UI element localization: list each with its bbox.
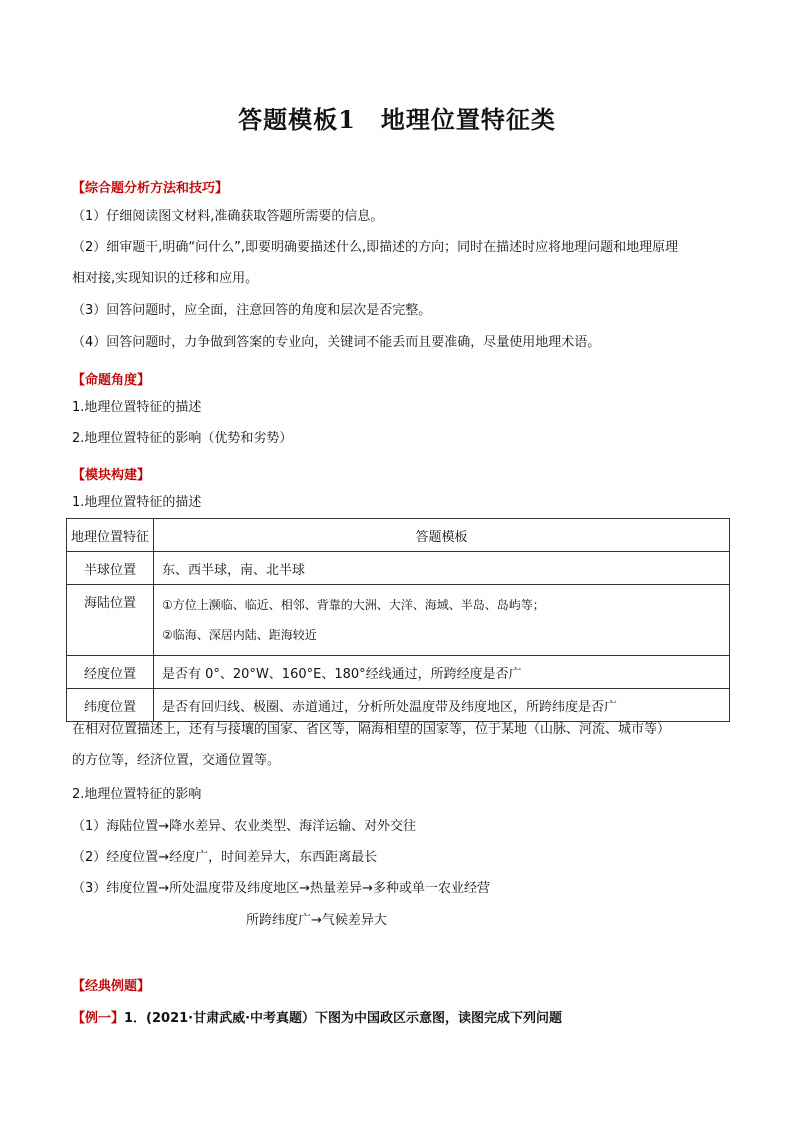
- angle-line: 2.地理位置特征的影响（优势和劣势）: [72, 431, 293, 446]
- section-heading-angles: 【命题角度】: [72, 373, 151, 388]
- table-cell-template: 东、西半球，南、北半球: [154, 552, 730, 585]
- table-cell-feature: 经度位置: [67, 656, 154, 689]
- note-line: 在相对位置描述上，还有与接壤的国家、省区等，隔海相望的国家等，位于某地（山脉、河流、城市等）: [72, 722, 671, 737]
- table-cell-feature: 半球位置: [67, 552, 154, 585]
- table-cell-template: 是否有回归线、极圈、赤道通过，分析所处温度带及纬度地区，所跨纬度是否广: [154, 689, 730, 722]
- effect-line: （3）纬度位置→所处温度带及纬度地区→热量差异→多种或单一农业经营: [72, 881, 490, 896]
- table-row: [67, 689, 730, 722]
- template-text-line: ①方位上濒临、临近、相邻、背靠的大洲、大洋、海域、半岛、岛屿等；: [162, 598, 545, 612]
- template-table: [66, 518, 730, 722]
- table-row: [67, 656, 730, 689]
- methods-line: 相对接,实现知识的迁移和应用。: [72, 271, 259, 286]
- methods-line: （2）细审题干,明确“问什么”,即要明确要描述什么,即描述的方向；同时在描述时应将地理问题和地理原理: [72, 240, 679, 255]
- subsection-title: 2.地理位置特征的影响: [72, 787, 202, 802]
- methods-line: （1）仔细阅读图文材料,准确获取答题所需要的信息。: [72, 209, 384, 224]
- effect-line: （2）经度位置→经度广，时间差异大，东西距离最长: [72, 850, 378, 865]
- methods-line: （3）回答问题时，应全面，注意回答的角度和层次是否完整。: [72, 303, 432, 318]
- section-heading-examples: 【经典例题】: [72, 979, 151, 994]
- methods-line: （4）回答问题时，力争做到答案的专业向，关键词不能丢而且要准确，尽量使用地理术语。: [72, 335, 601, 350]
- effect-line: 所跨纬度广→气候差异大: [246, 913, 387, 928]
- table-cell-feature: 海陆位置: [67, 585, 154, 656]
- example-question: [72, 1007, 562, 1026]
- template-text-line: ②临海、深居内陆、距海较近: [162, 628, 317, 642]
- angle-line: 1.地理位置特征的描述: [72, 400, 202, 415]
- note-line: 的方位等，经济位置，交通位置等。: [72, 753, 281, 768]
- table-cell-template: [154, 585, 730, 656]
- section-heading-methods: 【综合题分析方法和技巧】: [72, 181, 229, 196]
- table-cell-template: 是否有 0°、20°W、160°E、180°经线通过，所跨经度是否广: [154, 656, 730, 689]
- subsection-title: 1.地理位置特征的描述: [72, 495, 202, 510]
- effect-line: （1）海陆位置→降水差异、农业类型、海洋运输、对外交往: [72, 819, 417, 834]
- page-title: 答题模板1 地理位置特征类: [238, 105, 556, 134]
- example-tag: 【例一】: [72, 1011, 125, 1026]
- table-cell-feature: 纬度位置: [67, 689, 154, 722]
- example-text: 1．(2021·甘肃武威·中考真题）下图为中国政区示意图，读图完成下列问题: [124, 1011, 563, 1026]
- table-header-cell: 地理位置特征: [67, 519, 154, 552]
- table-header-cell: 答题模板: [154, 519, 730, 552]
- table-header-row: [67, 519, 730, 552]
- table-row: [67, 552, 730, 585]
- table-row: [67, 585, 730, 656]
- section-heading-modules: 【模块构建】: [72, 468, 151, 483]
